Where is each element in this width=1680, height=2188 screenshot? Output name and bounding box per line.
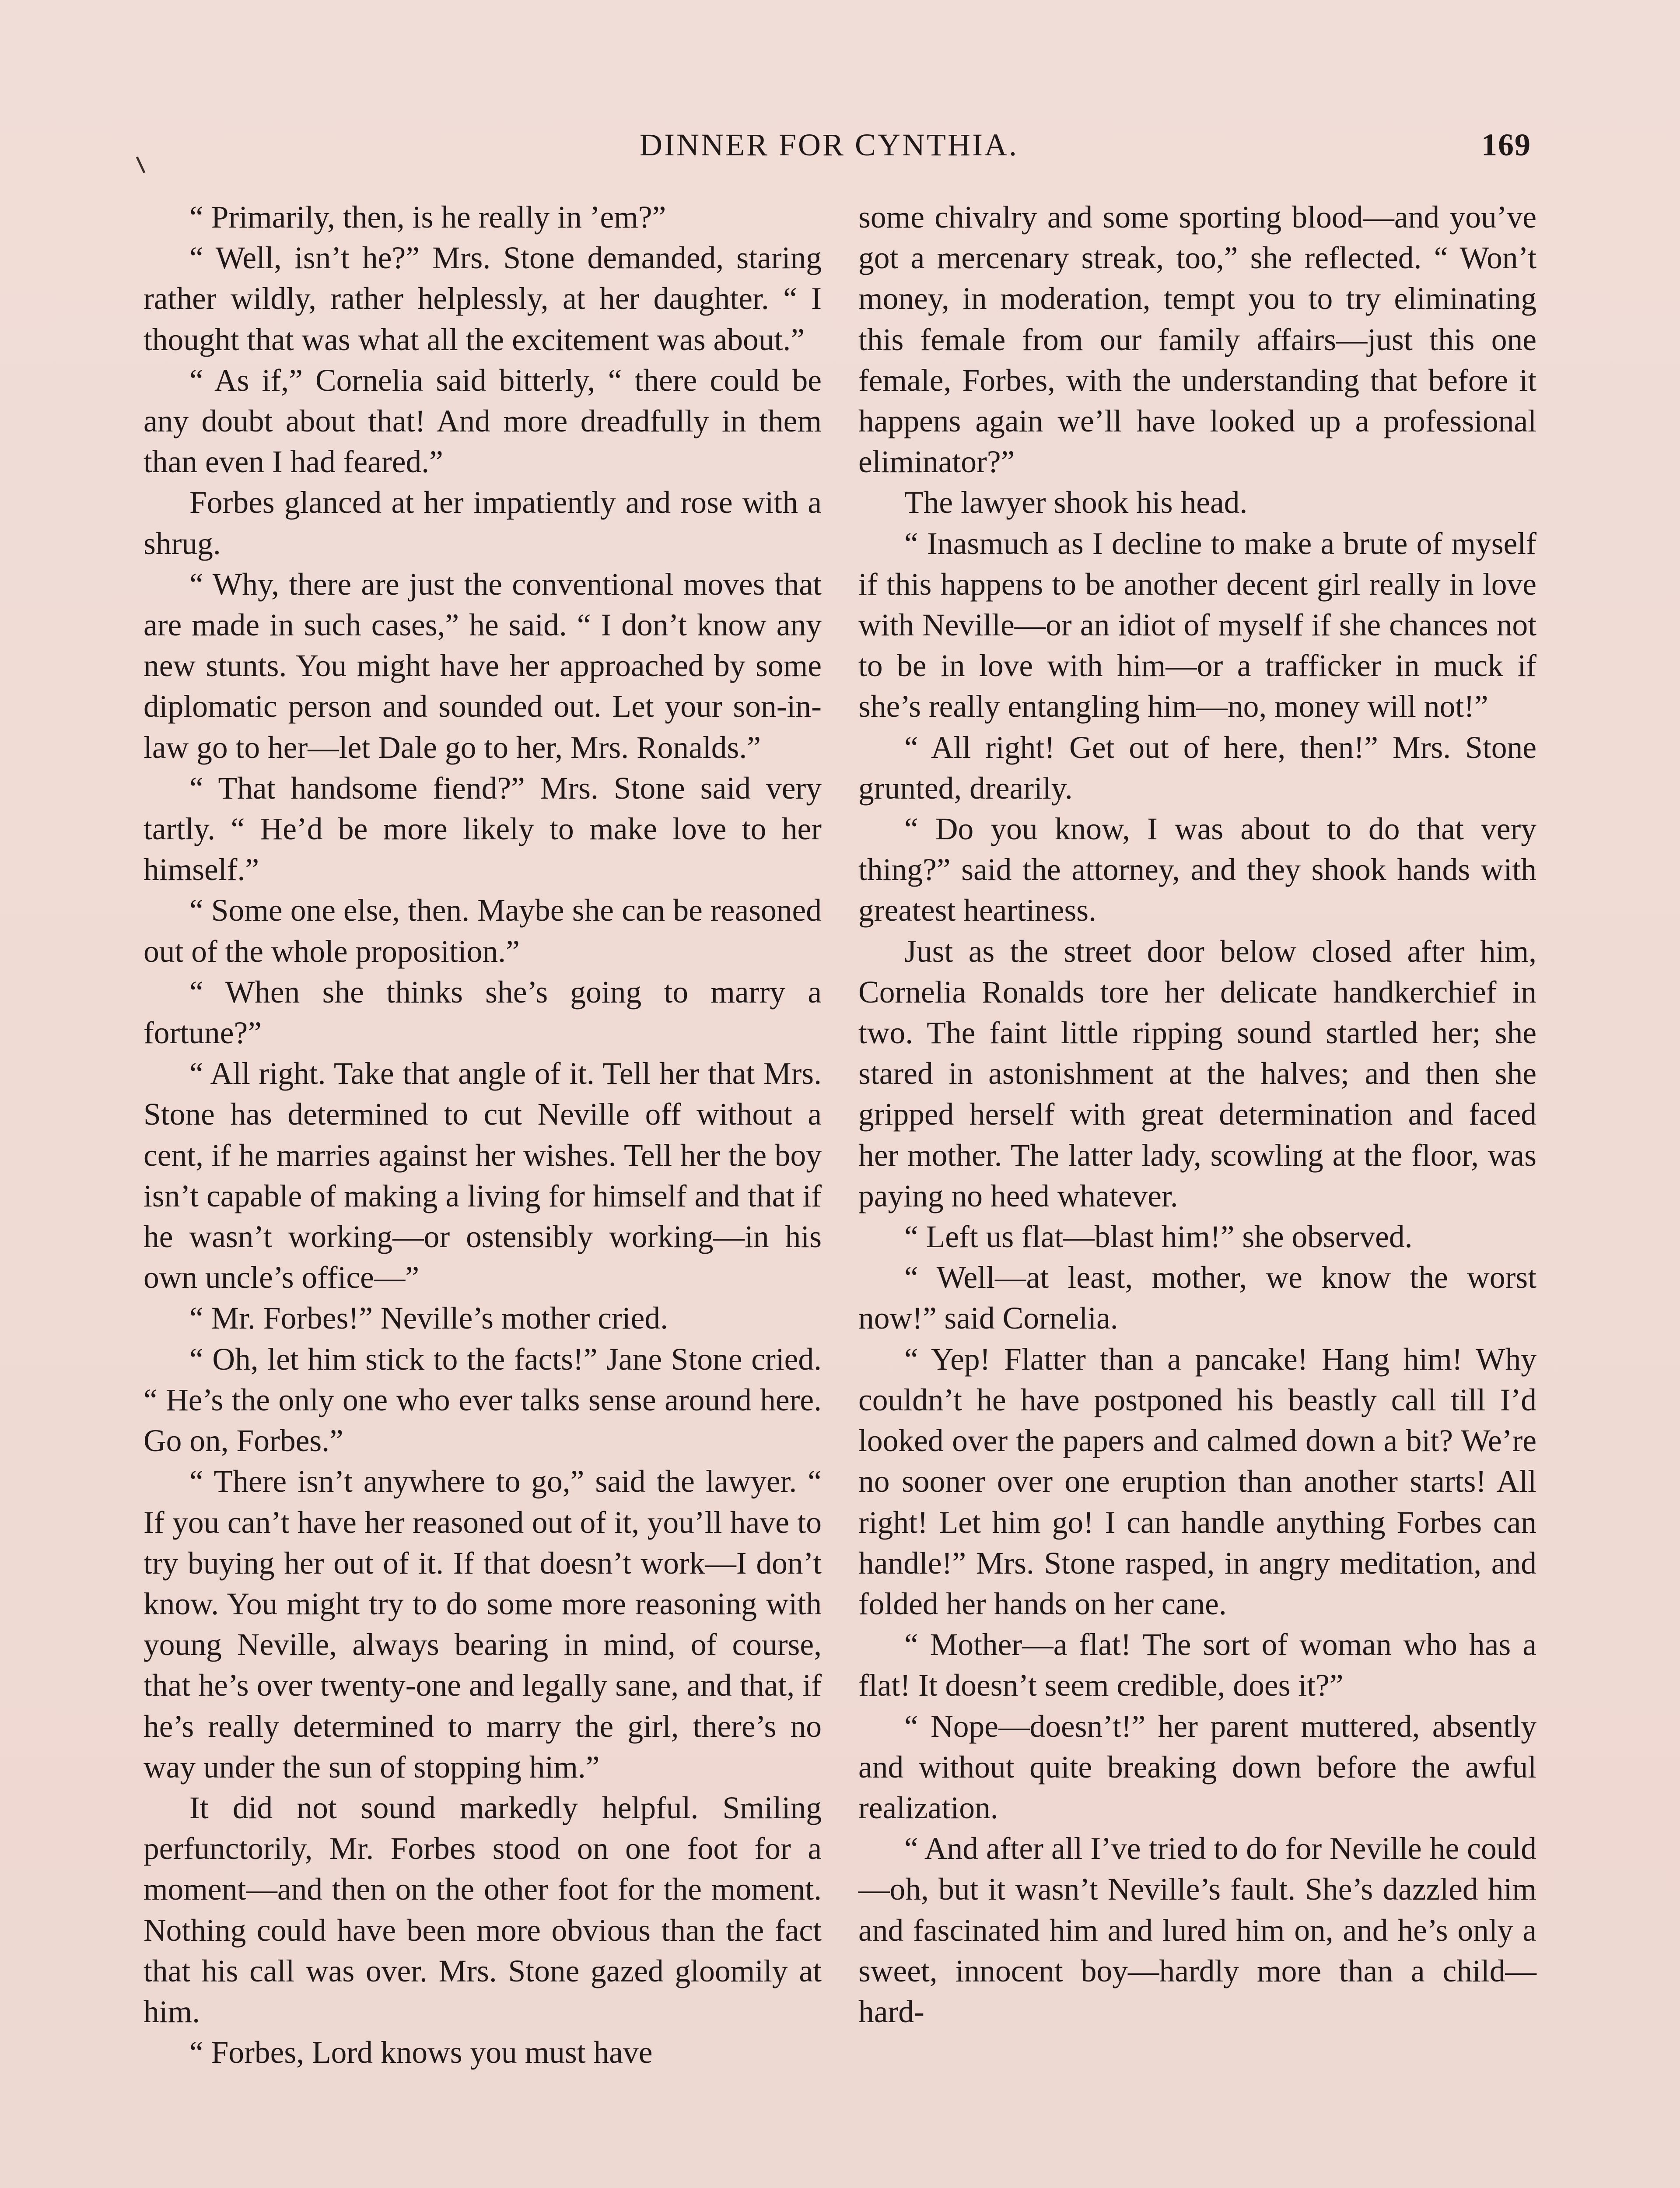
paragraph: It did not sound markedly helpful. Smiling perfunctorily, Mr. Forbes stood on one foot for a moment—and then on the other foot for the moment. Nothing could have been more obvious than the fact that his call was over. Mrs. Stone gazed gloomily at him.	[144, 1790, 822, 2029]
paragraph: Just as the street door below closed after him, Cornelia Ronalds tore her delicate handkerchief in two. The faint little ripping sound startled her; she stared in astonishment at the halves; and then she gripped herself with great determination and faced her mother. The latter lady, scowling at the floor, was paying no heed whatever.	[858, 934, 1536, 1213]
paragraph: “ Some one else, then. Maybe she can be reasoned out of the whole proposition.”	[144, 893, 822, 969]
paragraph: “ Yep! Flatter than a pancake! Hang him! Why couldn’t he have postponed his beastly call till I’d looked over the papers and calmed down a bit? We’re no sooner over one eruption than another starts! All right! Let him go! I can handle anything Forbes can handle!” Mrs. Stone rasped, in angry meditation, and folded her hands on her cane.	[858, 1342, 1536, 1621]
paragraph: “ All right. Take that angle of it. Tell her that Mrs. Stone has determined to cut Neville off without a cent, if he marries against her wishes. Tell her the boy isn’t capable of making a living for himself and that if he wasn’t working—or ostensibly working—in his own uncle’s office—”	[144, 1056, 822, 1295]
paragraph: “ Mother—a flat! The sort of woman who has a flat! It doesn’t seem credible, does it?”	[858, 1627, 1536, 1703]
paragraph: “ As if,” Cornelia said bitterly, “ there could be any doubt about that! And more dreadfully in them than even I had feared.”	[144, 363, 822, 480]
paragraph: “ Well—at least, mother, we know the worst now!” said Cornelia.	[858, 1260, 1536, 1336]
paragraph: “ When she thinks she’s going to marry a fortune?”	[144, 975, 822, 1051]
paragraph: “ There isn’t anywhere to go,” said the lawyer. “ If you can’t have her reasoned out of it, you’ll have to try buying her out of it. If that doesn’t work—I don’t know. You might try to do some more reasoning with young Neville, always bearing in mind, of course, that he’s over twenty-one and legally sane, and that, if he’s really determined to marry the girl, there’s no way under the sun of stopping him.”	[144, 1464, 822, 1785]
paragraph: “ Why, there are just the conventional moves that are made in such cases,” he said. “ I don’t know any new stunts. You might have her approached by some diplomatic person and sounded out. Let your son-in-law go to her—let Dale go to her, Mrs. Ronalds.”	[144, 567, 822, 765]
paragraph: “ Well, isn’t he?” Mrs. Stone demanded, staring rather wildly, rather helplessly, at her daughter. “ I thought that was what all the excitement was about.”	[144, 241, 822, 357]
paragraph: The lawyer shook his head.	[904, 485, 1248, 520]
paragraph: “ Primarily, then, is he really in ’em?”	[189, 200, 666, 235]
paragraph: “ Mr. Forbes!” Neville’s mother cried.	[189, 1301, 668, 1336]
paragraph: “ That handsome fiend?” Mrs. Stone said very tartly. “ He’d be more likely to make love to her himself.”	[144, 771, 822, 887]
running-header	[127, 127, 1531, 171]
paragraph: “ Do you know, I was about to do that very thing?” said the attorney, and they shook hands with greatest heartiness.	[858, 812, 1536, 928]
paragraph: “ Forbes, Lord knows you must have	[189, 2035, 653, 2070]
paragraph: “ Inasmuch as I decline to make a brute of myself if this happens to be another decent girl really in love with Neville—or an idiot of myself if she chances not to be in love with him—or a trafficker in muck if she’s really entangling him—no, money will not!”	[858, 526, 1536, 724]
right-text-column	[858, 197, 1536, 2032]
paragraph: “ All right! Get out of here, then!” Mrs. Stone grunted, drearily.	[858, 730, 1536, 806]
paragraph: Forbes glanced at her impatiently and rose with a shrug.	[144, 485, 822, 561]
paragraph: “ Nope—doesn’t!” her parent muttered, absently and without quite breaking down before the awful realization.	[858, 1709, 1536, 1825]
running-title: DINNER FOR CYNTHIA.	[640, 127, 1018, 162]
paragraph: “ Left us flat—blast him!” she observed.	[904, 1220, 1413, 1255]
page-number: 169	[1481, 127, 1531, 162]
paragraph: “ Oh, let him stick to the facts!” Jane Stone cried. “ He’s the only one who ever talks sense around here. Go on, Forbes.”	[144, 1342, 822, 1459]
left-text-column	[144, 197, 822, 2073]
paragraph: some chivalry and some sporting blood—and you’ve got a mercenary streak, too,” she reflected. “ Won’t money, in moderation, tempt you to try eliminating this female from our family affairs—just this one female, Forbes, with the understanding that before it happens again we’ll have looked up a professional eliminator?”	[858, 200, 1536, 480]
paragraph: “ And after all I’ve tried to do for Neville he could—oh, but it wasn’t Neville’s fault. She’s dazzled him and fascinated him and lured him on, and he’s only a sweet, innocent boy—hardly more than a child—hard-	[858, 1831, 1536, 2029]
